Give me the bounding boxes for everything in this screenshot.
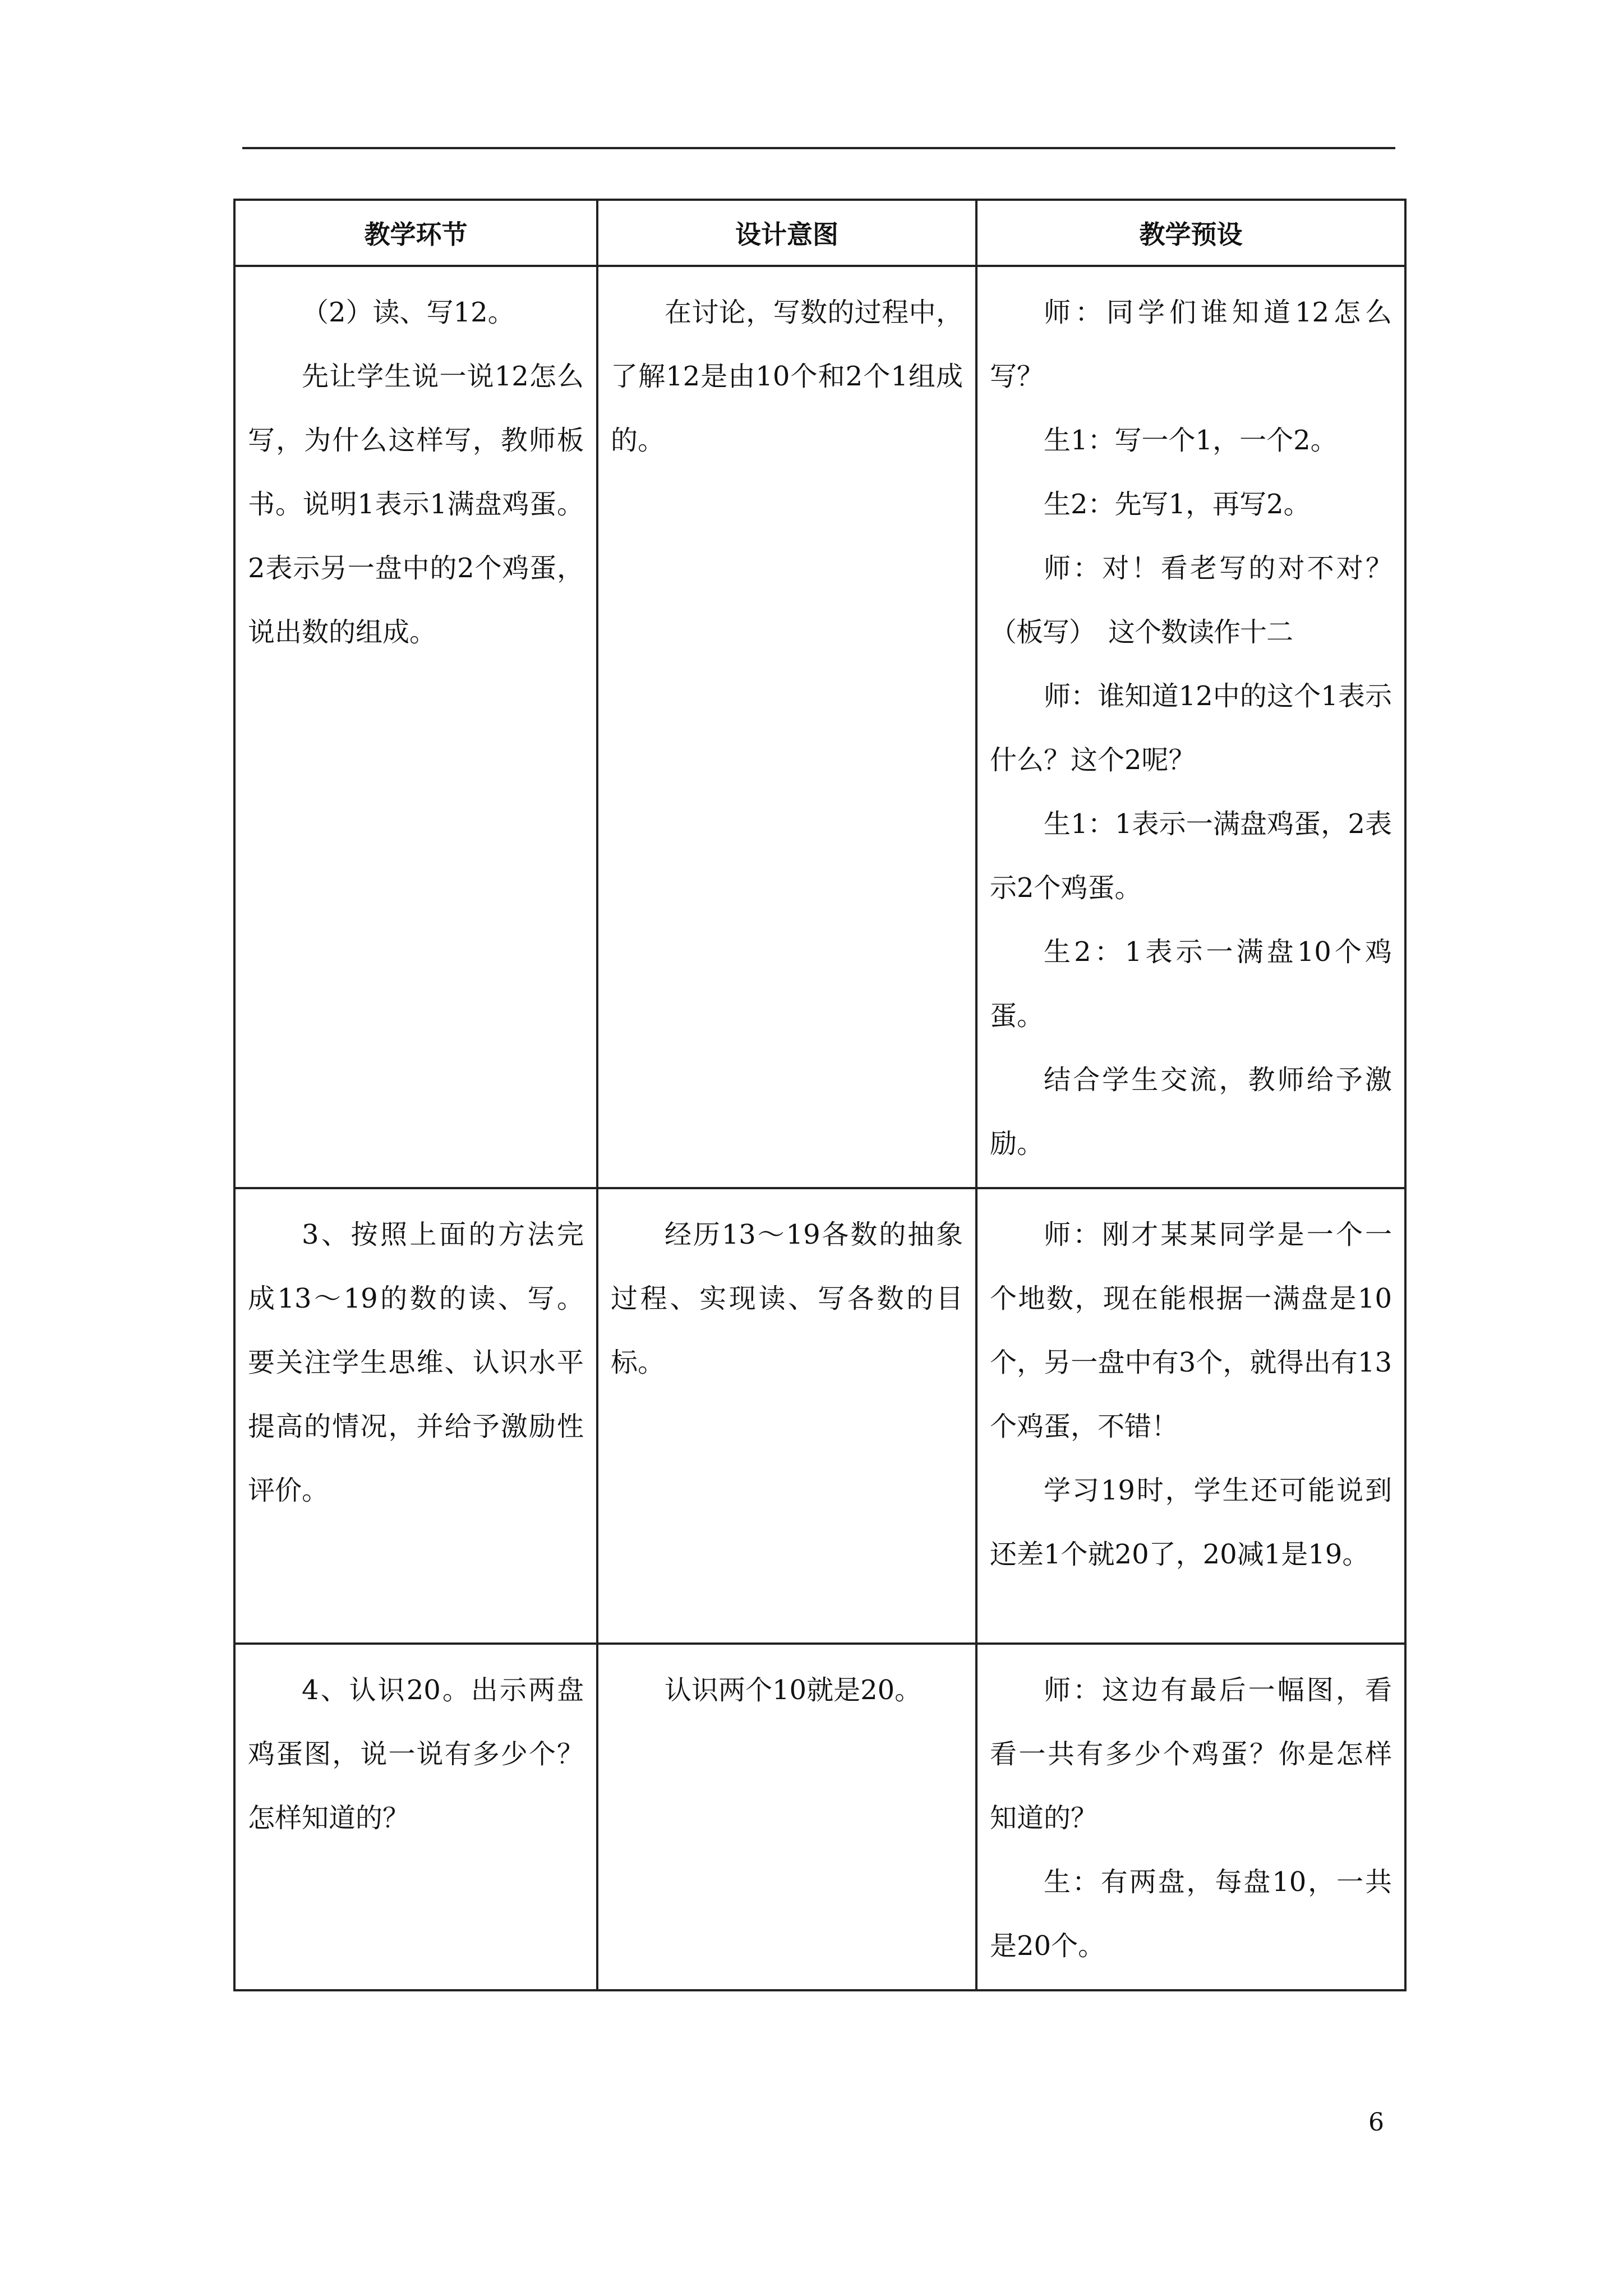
- intent-cell: [597, 1188, 976, 1644]
- stage-cell: [234, 1644, 597, 1990]
- intent-paragraph: 认识两个10就是20。: [665, 1674, 922, 1706]
- preset-cell: [976, 266, 1405, 1188]
- stage-paragraph: （2）读、写12。: [302, 297, 515, 328]
- preset-paragraph: 学习19时，学生还可能说到还差1个就20了，20减1是19。: [990, 1475, 1392, 1570]
- preset-paragraph: 生2：先写1，再写2。: [1044, 489, 1311, 520]
- header-rule: [242, 147, 1395, 149]
- stage-cell: [234, 1188, 597, 1644]
- table-row: [234, 266, 1405, 1188]
- preset-paragraph: 师：这边有最后一幅图，看看一共有多少个鸡蛋？你是怎样知道的？: [990, 1674, 1392, 1834]
- preset-paragraph: 师：刚才某某同学是一个一个地数，现在能根据一满盘是10个，另一盘中有3个，就得出有13个鸡蛋，不错！: [990, 1219, 1392, 1442]
- header-preset: 教学预设: [976, 200, 1405, 266]
- preset-paragraph: 师：谁知道12中的这个1表示什么？这个2呢？: [990, 680, 1392, 776]
- table-row: [234, 1188, 1405, 1644]
- stage-cell: [234, 266, 597, 1188]
- preset-paragraph: 生2：1表示一满盘10个鸡蛋。: [990, 936, 1392, 1032]
- intent-cell: [597, 1644, 976, 1990]
- preset-paragraph: 师：对！看老写的对不对？（板写） 这个数读作十二: [990, 553, 1392, 648]
- preset-paragraph: 师：同学们谁知道12怎么写？: [990, 297, 1392, 392]
- preset-paragraph: 生：有两盘，每盘10，一共是20个。: [990, 1866, 1392, 1962]
- preset-paragraph: 生1：1表示一满盘鸡蛋，2表示2个鸡蛋。: [990, 808, 1392, 904]
- preset-paragraph: 结合学生交流，教师给予激励。: [990, 1064, 1392, 1159]
- header-intent: 设计意图: [597, 200, 976, 266]
- page-number: 6: [1368, 2108, 1384, 2137]
- header-stage: 教学环节: [234, 200, 597, 266]
- table-row: [234, 1644, 1405, 1990]
- preset-cell: [976, 1644, 1405, 1990]
- stage-paragraph: 4、认识20。出示两盘鸡蛋图，说一说有多少个？怎样知道的？: [248, 1674, 584, 1834]
- stage-paragraph: 3、按照上面的方法完成13～19的数的读、写。要关注学生思维、认识水平提高的情况，并给予激励性评价。: [248, 1219, 584, 1506]
- preset-cell: [976, 1188, 1405, 1644]
- intent-cell: [597, 266, 976, 1188]
- intent-paragraph: 经历13～19各数的抽象过程、实现读、写各数的目标。: [611, 1219, 963, 1378]
- lesson-plan-table: [233, 199, 1407, 1991]
- stage-paragraph: 先让学生说一说12怎么写，为什么这样写，教师板书。说明1表示1满盘鸡蛋。2表示另一盘中的2个鸡蛋，说出数的组成。: [248, 361, 584, 648]
- intent-paragraph: 在讨论，写数的过程中，了解12是由10个和2个1组成的。: [611, 297, 963, 456]
- table-header-row: [234, 200, 1405, 266]
- preset-paragraph: 生1：写一个1，一个2。: [1044, 425, 1338, 456]
